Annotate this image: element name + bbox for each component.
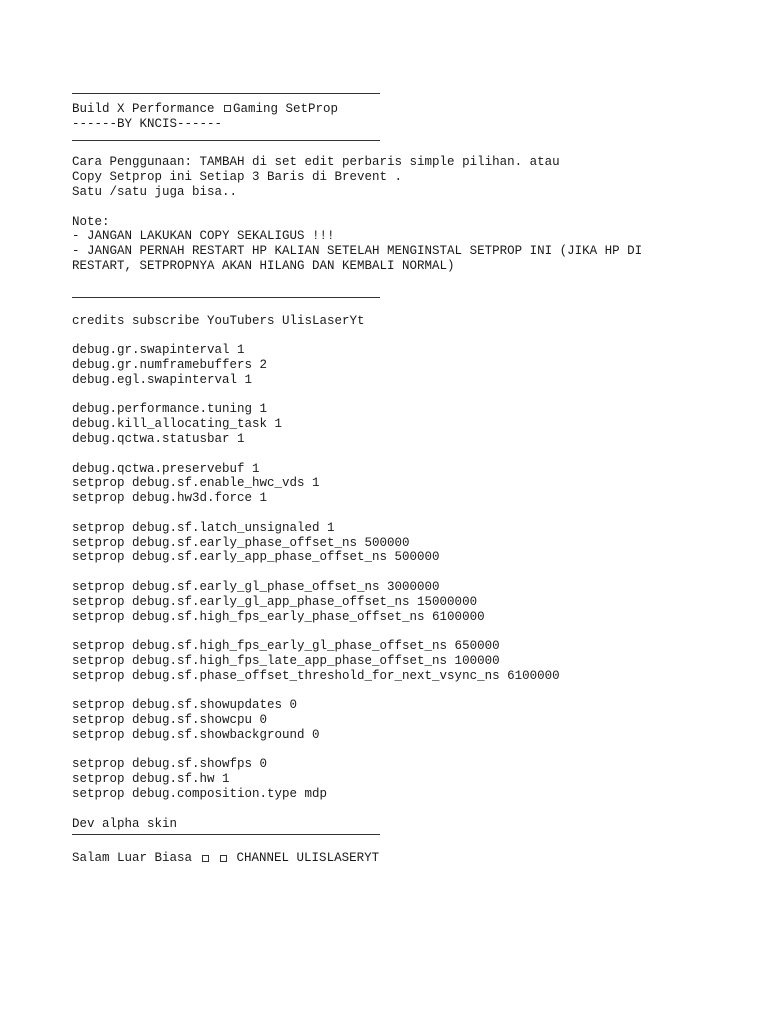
setprop-line: setprop debug.sf.high_fps_early_phase_offset_ns 6100000: [72, 609, 485, 624]
setprop-group: [72, 521, 712, 565]
setprop-line: setprop debug.sf.high_fps_late_app_phase_offset_ns 100000: [72, 653, 500, 668]
setprop-line: setprop debug.sf.phase_offset_threshold_for_next_vsync_ns 6100000: [72, 668, 560, 683]
setprop-group: [72, 343, 712, 387]
setprop-line: setprop debug.sf.early_gl_phase_offset_ns 3000000: [72, 579, 440, 594]
credits-line: credits subscribe YouTubers UlisLaserYt: [72, 313, 365, 328]
setprop-group: [72, 402, 712, 446]
missing-glyph-icon: [202, 855, 209, 862]
note-line: - JANGAN LAKUKAN COPY SEKALIGUS !!!: [72, 229, 335, 244]
note-label: Note:: [72, 214, 110, 229]
closing-line: Salam Luar Biasa CHANNEL ULISLASERYT: [72, 851, 380, 866]
setprop-line: setprop debug.hw3d.force 1: [72, 491, 268, 506]
setprop-group: [72, 462, 712, 506]
setprop-line: setprop debug.sf.early_phase_offset_ns 500000: [72, 535, 410, 550]
setprop-line: debug.qctwa.preservebuf 1: [72, 461, 260, 476]
usage-line: Cara Penggunaan: TAMBAH di set edit perbaris simple pilihan. atau: [72, 155, 560, 170]
setprop-line: setprop debug.sf.showupdates 0: [72, 698, 298, 713]
setprop-line: setprop debug.sf.high_fps_early_gl_phase_offset_ns 650000: [72, 639, 500, 654]
setprop-group: [72, 757, 712, 801]
footer-label: Dev alpha skin: [72, 816, 178, 831]
setprop-line: setprop debug.sf.enable_hwc_vds 1: [72, 476, 320, 491]
usage-instructions: [72, 155, 712, 199]
setprop-line: debug.performance.tuning 1: [72, 402, 268, 417]
note-line: RESTART, SETPROPNYA AKAN HILANG DAN KEMBALI NORMAL): [72, 258, 455, 273]
setprop-line: debug.gr.numframebuffers 2: [72, 357, 268, 372]
usage-line: Satu /satu juga bisa..: [72, 184, 238, 199]
setprop-line: setprop debug.sf.showcpu 0: [72, 713, 268, 728]
document-page: [72, 93, 712, 866]
note-section: [72, 215, 712, 274]
setprop-line: setprop debug.sf.early_app_phase_offset_ns 500000: [72, 550, 440, 565]
setprop-line: debug.egl.swapinterval 1: [72, 372, 253, 387]
setprop-line: setprop debug.sf.showfps 0: [72, 757, 268, 772]
setprop-line: setprop debug.sf.latch_unsignaled 1: [72, 520, 335, 535]
document-byline: ------BY KNCIS------: [72, 116, 223, 131]
setprop-group: [72, 639, 712, 683]
setprop-list: [72, 328, 712, 802]
setprop-group: [72, 580, 712, 624]
setprop-line: debug.gr.swapinterval 1: [72, 343, 245, 358]
setprop-line: setprop debug.sf.hw 1: [72, 772, 230, 787]
usage-line: Copy Setprop ini Setiap 3 Baris di Brevent .: [72, 170, 403, 185]
setprop-line: debug.qctwa.statusbar 1: [72, 431, 245, 446]
missing-glyph-icon: [220, 855, 227, 862]
setprop-line: setprop debug.sf.showbackground 0: [72, 727, 320, 742]
setprop-line: debug.kill_allocating_task 1: [72, 417, 283, 432]
setprop-line: setprop debug.sf.early_gl_app_phase_offset_ns 15000000: [72, 594, 478, 609]
document-title: Build X Performance Gaming SetProp: [72, 102, 339, 116]
note-line: - JANGAN PERNAH RESTART HP KALIAN SETELAH MENGINSTAL SETPROP INI (JIKA HP DI: [72, 244, 643, 259]
missing-glyph-icon: [224, 105, 231, 112]
setprop-line: setprop debug.composition.type mdp: [72, 787, 328, 802]
setprop-group: [72, 698, 712, 742]
